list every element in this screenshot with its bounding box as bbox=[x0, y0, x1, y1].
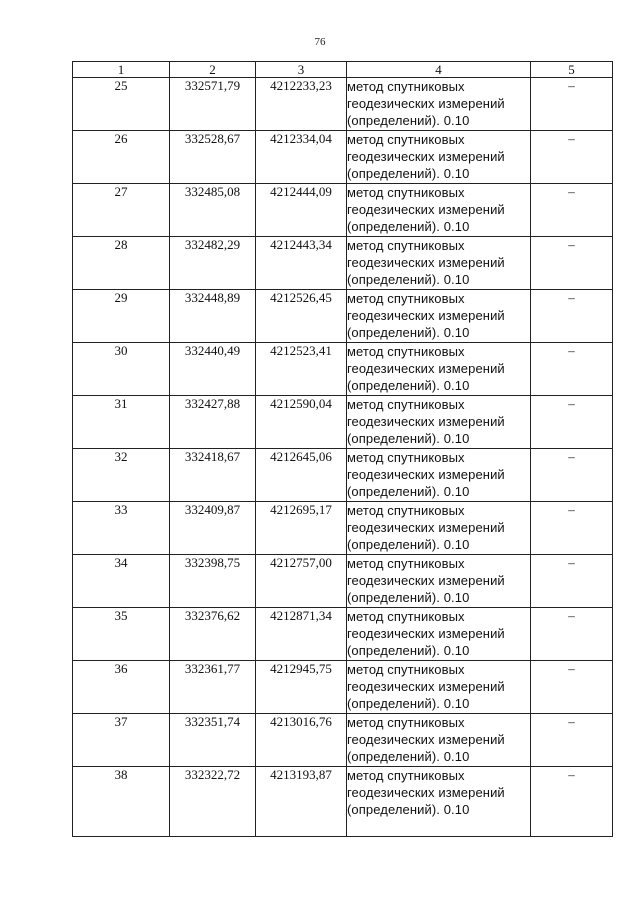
table-row bbox=[73, 343, 613, 396]
point-number-cell: 27 bbox=[73, 184, 170, 237]
method-line: геодезических измерений bbox=[347, 467, 505, 482]
method-line: геодезических измерений bbox=[347, 149, 505, 164]
header-row bbox=[73, 62, 613, 78]
y-coordinate-cell: 4212871,34 bbox=[256, 608, 347, 661]
method-line: (определений). 0.10 bbox=[347, 590, 470, 605]
method-cell bbox=[347, 661, 531, 714]
table-row bbox=[73, 555, 613, 608]
table-row bbox=[73, 767, 613, 837]
method-line: (определений). 0.10 bbox=[347, 537, 470, 552]
point-number-cell: 35 bbox=[73, 608, 170, 661]
method-line: геодезических измерений bbox=[347, 626, 505, 641]
note-cell: – bbox=[531, 661, 613, 714]
y-coordinate-cell: 4212695,17 bbox=[256, 502, 347, 555]
y-coordinate-cell: 4212233,23 bbox=[256, 78, 347, 131]
x-coordinate-cell: 332322,72 bbox=[170, 767, 256, 837]
point-number-cell: 25 bbox=[73, 78, 170, 131]
note-cell: – bbox=[531, 131, 613, 184]
column-header-3: 3 bbox=[256, 62, 347, 78]
note-cell: – bbox=[531, 449, 613, 502]
x-coordinate-cell: 332448,89 bbox=[170, 290, 256, 343]
note-cell: – bbox=[531, 184, 613, 237]
table-row bbox=[73, 131, 613, 184]
note-cell: – bbox=[531, 502, 613, 555]
point-number-cell: 31 bbox=[73, 396, 170, 449]
y-coordinate-cell: 4212523,41 bbox=[256, 343, 347, 396]
y-coordinate-cell: 4212645,06 bbox=[256, 449, 347, 502]
method-line: (определений). 0.10 bbox=[347, 643, 470, 658]
method-cell bbox=[347, 78, 531, 131]
method-line: (определений). 0.10 bbox=[347, 272, 470, 287]
method-cell bbox=[347, 131, 531, 184]
x-coordinate-cell: 332418,67 bbox=[170, 449, 256, 502]
note-cell: – bbox=[531, 343, 613, 396]
note-cell: – bbox=[531, 714, 613, 767]
column-header-2: 2 bbox=[170, 62, 256, 78]
point-number-cell: 28 bbox=[73, 237, 170, 290]
method-line: метод спутниковых bbox=[347, 556, 465, 571]
point-number-cell: 34 bbox=[73, 555, 170, 608]
note-cell: – bbox=[531, 290, 613, 343]
point-number-cell: 32 bbox=[73, 449, 170, 502]
method-line: геодезических измерений bbox=[347, 308, 505, 323]
method-cell bbox=[347, 290, 531, 343]
note-cell: – bbox=[531, 78, 613, 131]
note-cell: – bbox=[531, 237, 613, 290]
y-coordinate-cell: 4212334,04 bbox=[256, 131, 347, 184]
method-line: (определений). 0.10 bbox=[347, 113, 470, 128]
method-line: геодезических измерений bbox=[347, 520, 505, 535]
table-body bbox=[73, 78, 613, 837]
coordinates-table bbox=[72, 61, 613, 837]
table-row bbox=[73, 449, 613, 502]
method-line: метод спутниковых bbox=[347, 397, 465, 412]
method-line: геодезических измерений bbox=[347, 573, 505, 588]
method-line: геодезических измерений bbox=[347, 679, 505, 694]
table-row bbox=[73, 714, 613, 767]
y-coordinate-cell: 4213016,76 bbox=[256, 714, 347, 767]
note-cell: – bbox=[531, 396, 613, 449]
method-line: (определений). 0.10 bbox=[347, 166, 470, 181]
x-coordinate-cell: 332485,08 bbox=[170, 184, 256, 237]
page-number: 76 bbox=[314, 36, 326, 48]
y-coordinate-cell: 4212444,09 bbox=[256, 184, 347, 237]
method-cell bbox=[347, 714, 531, 767]
table-row bbox=[73, 502, 613, 555]
method-cell bbox=[347, 555, 531, 608]
y-coordinate-cell: 4212945,75 bbox=[256, 661, 347, 714]
method-line: метод спутниковых bbox=[347, 132, 465, 147]
method-line: геодезических измерений bbox=[347, 96, 505, 111]
y-coordinate-cell: 4213193,87 bbox=[256, 767, 347, 837]
table-header bbox=[73, 62, 613, 78]
method-line: метод спутниковых bbox=[347, 291, 465, 306]
method-line: метод спутниковых bbox=[347, 450, 465, 465]
method-cell bbox=[347, 396, 531, 449]
method-line: (определений). 0.10 bbox=[347, 325, 470, 340]
method-line: геодезических измерений bbox=[347, 361, 505, 376]
x-coordinate-cell: 332482,29 bbox=[170, 237, 256, 290]
note-cell: – bbox=[531, 608, 613, 661]
table-row bbox=[73, 78, 613, 131]
method-line: геодезических измерений bbox=[347, 202, 505, 217]
method-line: геодезических измерений bbox=[347, 255, 505, 270]
column-header-1: 1 bbox=[73, 62, 170, 78]
method-line: метод спутниковых bbox=[347, 503, 465, 518]
table-row bbox=[73, 396, 613, 449]
table-row bbox=[73, 661, 613, 714]
method-line: геодезических измерений bbox=[347, 414, 505, 429]
note-cell: – bbox=[531, 555, 613, 608]
method-line: метод спутниковых bbox=[347, 662, 465, 677]
method-line: (определений). 0.10 bbox=[347, 696, 470, 711]
y-coordinate-cell: 4212443,34 bbox=[256, 237, 347, 290]
method-line: метод спутниковых bbox=[347, 609, 465, 624]
x-coordinate-cell: 332398,75 bbox=[170, 555, 256, 608]
method-cell bbox=[347, 237, 531, 290]
method-line: метод спутниковых bbox=[347, 238, 465, 253]
method-line: (определений). 0.10 bbox=[347, 749, 470, 764]
table-row bbox=[73, 237, 613, 290]
column-header-5: 5 bbox=[531, 62, 613, 78]
method-cell bbox=[347, 608, 531, 661]
method-line: (определений). 0.10 bbox=[347, 484, 470, 499]
note-cell: – bbox=[531, 767, 613, 837]
method-line: метод спутниковых bbox=[347, 768, 465, 783]
point-number-cell: 26 bbox=[73, 131, 170, 184]
method-line: (определений). 0.10 bbox=[347, 431, 470, 446]
method-cell bbox=[347, 502, 531, 555]
y-coordinate-cell: 4212526,45 bbox=[256, 290, 347, 343]
method-cell bbox=[347, 343, 531, 396]
x-coordinate-cell: 332528,67 bbox=[170, 131, 256, 184]
table-row bbox=[73, 290, 613, 343]
method-cell bbox=[347, 184, 531, 237]
method-line: метод спутниковых bbox=[347, 715, 465, 730]
point-number-cell: 30 bbox=[73, 343, 170, 396]
x-coordinate-cell: 332427,88 bbox=[170, 396, 256, 449]
x-coordinate-cell: 332571,79 bbox=[170, 78, 256, 131]
point-number-cell: 38 bbox=[73, 767, 170, 837]
table-row bbox=[73, 608, 613, 661]
method-line: (определений). 0.10 bbox=[347, 802, 470, 817]
point-number-cell: 33 bbox=[73, 502, 170, 555]
method-line: геодезических измерений bbox=[347, 732, 505, 747]
method-line: (определений). 0.10 bbox=[347, 378, 470, 393]
y-coordinate-cell: 4212757,00 bbox=[256, 555, 347, 608]
x-coordinate-cell: 332376,62 bbox=[170, 608, 256, 661]
method-line: (определений). 0.10 bbox=[347, 219, 470, 234]
x-coordinate-cell: 332409,87 bbox=[170, 502, 256, 555]
column-header-4: 4 bbox=[347, 62, 531, 78]
table-row bbox=[73, 184, 613, 237]
y-coordinate-cell: 4212590,04 bbox=[256, 396, 347, 449]
x-coordinate-cell: 332351,74 bbox=[170, 714, 256, 767]
method-cell bbox=[347, 449, 531, 502]
point-number-cell: 29 bbox=[73, 290, 170, 343]
method-line: метод спутниковых bbox=[347, 79, 465, 94]
point-number-cell: 37 bbox=[73, 714, 170, 767]
method-cell bbox=[347, 767, 531, 837]
x-coordinate-cell: 332440,49 bbox=[170, 343, 256, 396]
point-number-cell: 36 bbox=[73, 661, 170, 714]
x-coordinate-cell: 332361,77 bbox=[170, 661, 256, 714]
method-line: геодезических измерений bbox=[347, 785, 505, 800]
method-line: метод спутниковых bbox=[347, 344, 465, 359]
method-line: метод спутниковых bbox=[347, 185, 465, 200]
